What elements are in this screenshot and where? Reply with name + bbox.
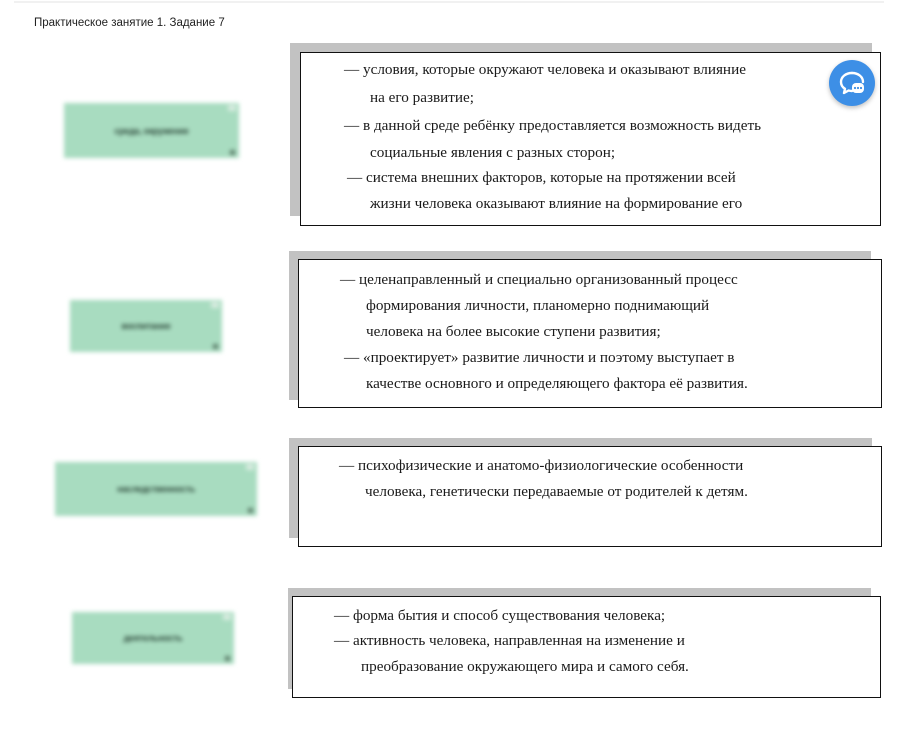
top-divider <box>14 1 884 3</box>
definition-line: — условия, которые окружают человека и оказывают влияние <box>344 61 746 78</box>
definition-line: на его развитие; <box>370 89 475 106</box>
drag-handle-icon <box>225 656 230 661</box>
term-tile-label: воспитание <box>121 321 171 331</box>
definition-line: — «проектирует» развитие личности и поэтому выступает в <box>344 349 735 366</box>
drag-handle-icon <box>213 344 218 349</box>
tile-corner <box>223 614 231 620</box>
chat-button[interactable] <box>829 60 875 106</box>
term-tile-label: среда, окружение <box>114 125 189 136</box>
definition-line: — форма бытия и способ существования человека; <box>334 607 666 624</box>
definition-line: — активность человека, направленная на изменение и <box>334 632 685 649</box>
term-tile-upbringing[interactable] <box>70 300 222 352</box>
definition-line: социальные явления с разных сторон; <box>370 144 616 161</box>
definition-line: формирования личности, планомерно поднимающий <box>366 297 710 314</box>
tile-corner <box>211 302 219 308</box>
term-tile-label: наследственность <box>117 484 195 494</box>
term-tile-label: деятельность <box>123 633 183 643</box>
definition-card-3[interactable] <box>298 446 882 547</box>
definition-line: — психофизические и анатомо-физиологические особенности <box>339 457 744 474</box>
definition-card-1[interactable] <box>300 52 881 226</box>
definition-line: человека, генетически передаваемые от родителей к детям. <box>365 483 748 500</box>
definition-card-2[interactable] <box>298 259 882 408</box>
definition-card-4[interactable] <box>292 596 881 698</box>
drag-handle-icon <box>230 150 235 155</box>
term-tile-activity[interactable] <box>72 612 234 664</box>
chat-bubble-icon <box>838 69 866 97</box>
page-title: Практическое занятие 1. Задание 7 <box>34 17 225 29</box>
definition-line: жизни человека оказывают влияние на формирование его <box>370 195 743 212</box>
tile-corner <box>228 105 236 111</box>
tile-corner <box>246 464 254 470</box>
definition-line: человека на более высокие ступени развития; <box>366 323 661 340</box>
definition-line: — система внешних факторов, которые на протяжении всей <box>347 169 736 186</box>
definition-line: — в данной среде ребёнку предоставляется возможность видеть <box>344 117 762 134</box>
definition-line: преобразование окружающего мира и самого себя. <box>361 658 689 675</box>
term-tile-environment[interactable] <box>64 103 239 158</box>
definition-line: качестве основного и определяющего фактора её развития. <box>366 375 748 392</box>
drag-handle-icon <box>248 508 253 513</box>
definition-line: — целенаправленный и специально организованный процесс <box>340 271 738 288</box>
term-tile-heredity[interactable] <box>55 462 257 516</box>
